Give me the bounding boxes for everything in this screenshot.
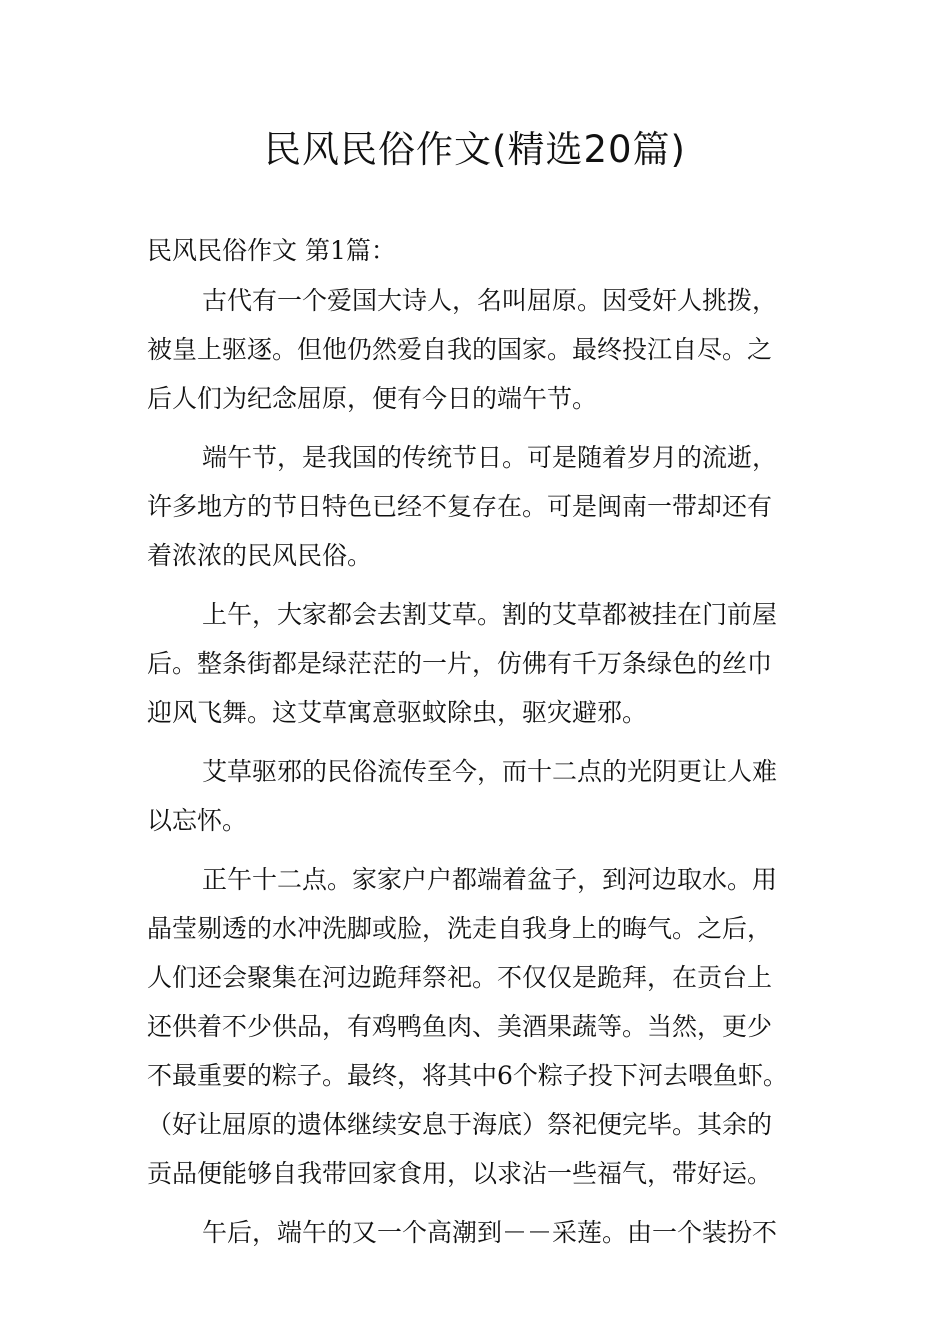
text-line: 上午，大家都会去割艾草。割的艾草都被挂在门前屋 — [202, 600, 778, 629]
text-line: 古代有一个爱国大诗人，名叫屈原。因受奸人挑拨， — [202, 286, 778, 315]
paragraph — [147, 1208, 807, 1257]
text-line: 还供着不少供品，有鸡鸭鱼肉、美酒果蔬等。当然，更少 — [147, 1012, 773, 1041]
text-line: 晶莹剔透的水冲洗脚或脸，洗走自我身上的晦气。之后， — [147, 914, 773, 943]
text-line: 人们还会聚集在河边跪拜祭祀。不仅仅是跪拜，在贡台上 — [147, 963, 773, 992]
paragraph — [147, 590, 807, 737]
text-line: 不最重要的粽子。最终，将其中6个粽子投下河去喂鱼虾。 — [147, 1061, 788, 1090]
paragraph — [147, 433, 807, 580]
text-line: 端午节，是我国的传统节日。可是随着岁月的流逝， — [202, 443, 778, 472]
text-line: 以忘怀。 — [147, 806, 248, 835]
text-line: 后。整条街都是绿茫茫的一片，仿佛有千万条绿色的丝巾 — [147, 649, 773, 678]
paragraph — [147, 855, 807, 1198]
document-body — [147, 276, 807, 1267]
text-line: （好让屈原的遗体继续安息于海底）祭祀便完毕。其余的 — [147, 1110, 773, 1139]
text-line: 贡品便能够自我带回家食用，以求沾一些福气，带好运。 — [147, 1159, 773, 1188]
text-line: 后人们为纪念屈原，便有今日的端午节。 — [147, 384, 598, 413]
paragraph — [147, 747, 807, 845]
text-line: 着浓浓的民风民俗。 — [147, 541, 373, 570]
text-line: 迎风飞舞。这艾草寓意驱蚊除虫，驱灾避邪。 — [147, 698, 648, 727]
text-line: 艾草驱邪的民俗流传至今，而十二点的光阴更让人难 — [202, 757, 778, 786]
document-title: 民风民俗作文(精选20篇) — [264, 128, 686, 171]
text-line: 午后，端午的又一个高潮到－－采莲。由一个装扮不 — [202, 1218, 778, 1247]
paragraph — [147, 276, 807, 423]
section-heading: 民风民俗作文 第1篇： — [147, 236, 396, 265]
text-line: 许多地方的节日特色已经不复存在。可是闽南一带却还有 — [147, 492, 773, 521]
text-line: 正午十二点。家家户户都端着盆子，到河边取水。用 — [202, 865, 778, 894]
text-line: 被皇上驱逐。但他仍然爱自我的国家。最终投江自尽。之 — [147, 335, 773, 364]
